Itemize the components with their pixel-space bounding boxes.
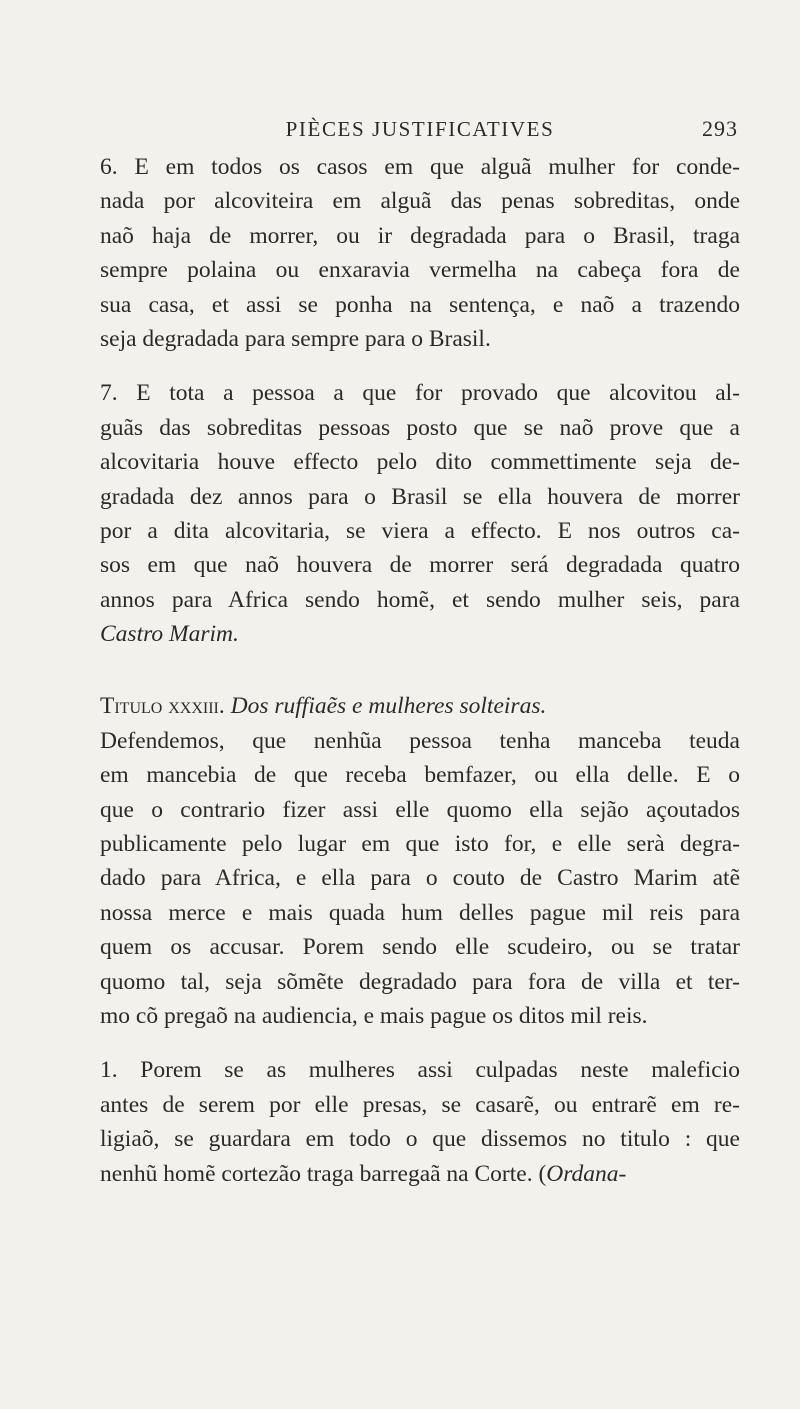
- text-line: ligiaõ, se guardara em todo o que dissemos no titulo : que: [100, 1126, 740, 1153]
- body-text: [100, 150, 740, 1191]
- text-line: quomo tal, seja sõmẽte degradado para fora de villa et ter-: [100, 968, 740, 995]
- titulo-label: Titulo xxxiii.: [100, 693, 225, 720]
- running-title: PIÈCES JUSTIFICATIVES: [285, 117, 555, 141]
- text-line: nossa merce e mais quada hum delles pague mil reis para: [100, 899, 740, 926]
- text-line: nada por alcoviteira em alguã das penas sobreditas, onde: [100, 188, 740, 215]
- text-line: annos para Africa sendo homẽ, et sendo mulher seis, para: [100, 586, 740, 613]
- titulo-heading-line: [100, 689, 740, 723]
- text-line: seja degradada para sempre para o Brasil.: [100, 325, 491, 352]
- running-header: [100, 114, 740, 144]
- paragraph-gap: [100, 356, 740, 376]
- text-line: mo cõ pregaõ na audiencia, e mais pague os ditos mil reis.: [100, 1002, 648, 1029]
- text-line: quem os accusar. Porem sendo elle scudeiro, ou se tratar: [100, 934, 740, 961]
- page-number: 293: [702, 116, 738, 141]
- text-line: sempre polaina ou enxaravia vermelha na cabeça fora de: [100, 257, 740, 284]
- text-line: alcovitaria houve effecto pelo dito commettimente seja de-: [100, 449, 740, 476]
- paragraph-6: [100, 150, 740, 356]
- text-line: antes de serem por elle presas, se casarẽ, ou entrarẽ em re-: [100, 1091, 740, 1118]
- text-line: publicamente pelo lugar em que isto for, e elle serà degra-: [100, 831, 740, 858]
- text-line: guãs das sobreditas pessoas posto que se naõ prove que a: [100, 414, 740, 441]
- text-line: por a dita alcovitaria, se viera a effecto. E nos outros ca-: [100, 517, 740, 544]
- text-line: naõ haja de morrer, ou ir degradada para o Brasil, traga: [100, 222, 740, 249]
- text-line: 7. E tota a pessoa a que for provado que alcovitou al-: [100, 380, 740, 407]
- paragraph-gap: [100, 1033, 740, 1053]
- text-line-italic: Ordana-: [546, 1160, 627, 1187]
- section-gap: [100, 651, 740, 689]
- paragraph-7: [100, 376, 740, 651]
- text-line-plain: nenhũ homẽ cortezão traga barregaã na Corte. (: [100, 1160, 547, 1187]
- text-line: 1. Porem se as mulheres assi culpadas neste maleficio: [100, 1057, 740, 1084]
- titulo-section: [100, 689, 740, 1033]
- text-line: 6. E em todos os casos em que alguã mulher for conde-: [100, 154, 740, 180]
- text-line-italic: Castro Marim.: [100, 621, 239, 648]
- titulo-heading: Dos ruffiaẽs e mulheres solteiras.: [230, 693, 547, 720]
- text-line: dado para Africa, e ella para o couto de Castro Marim atẽ: [100, 865, 740, 892]
- text-line: gradada dez annos para o Brasil se ella houvera de morrer: [100, 483, 740, 510]
- text-line: sua casa, et assi se ponha na sentença, e naõ a trazendo: [100, 291, 740, 318]
- paragraph-1: [100, 1053, 740, 1191]
- text-line: que o contrario fizer assi elle quomo ella sejão açoutados: [100, 796, 740, 823]
- text-line: Defendemos, que nenhũa pessoa tenha manceba teuda: [100, 727, 740, 754]
- text-line: em mancebia de que receba bemfazer, ou ella delle. E o: [100, 762, 740, 789]
- text-line: sos em que naõ houvera de morrer será degradada quatro: [100, 552, 740, 579]
- text-line: [100, 1157, 740, 1191]
